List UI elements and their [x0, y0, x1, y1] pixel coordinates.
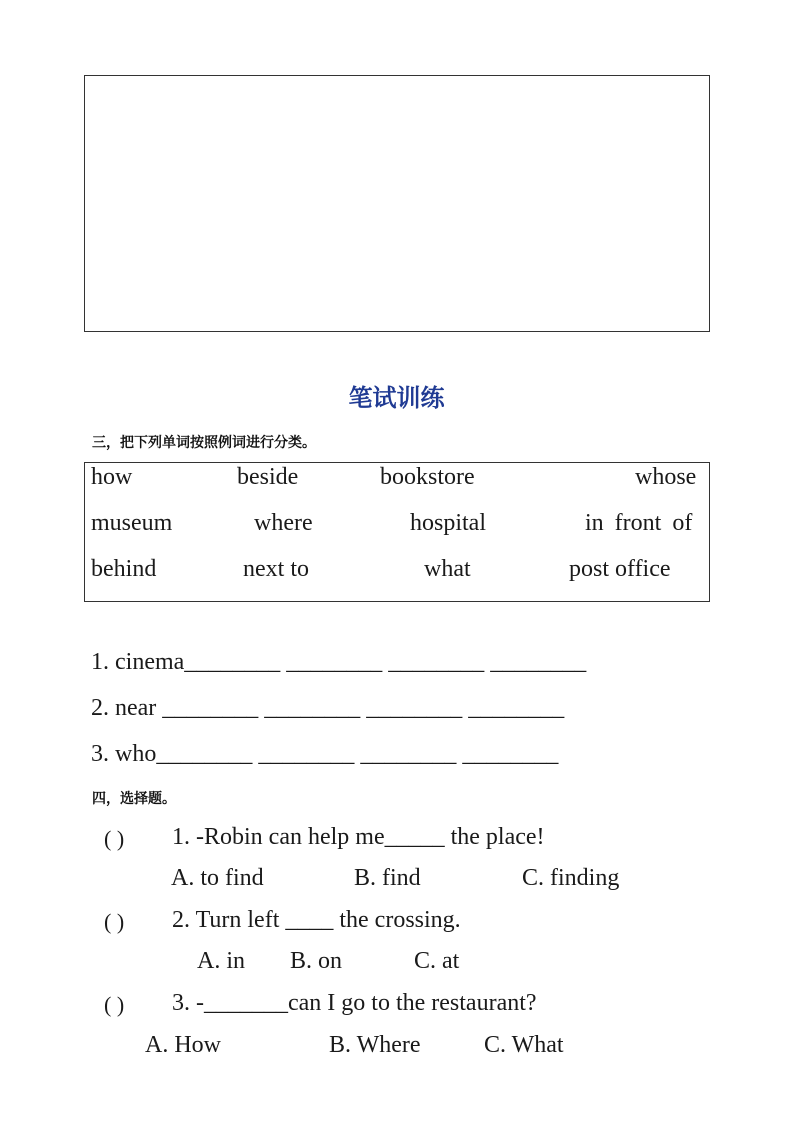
question-3-text: 3. -_______can I go to the restaurant?	[172, 990, 537, 1016]
answer-paren-1[interactable]: ( )	[104, 826, 125, 851]
answer-paren-3[interactable]: ( )	[104, 992, 125, 1017]
word-bank-item: whose	[635, 464, 697, 490]
question-1-option-c: C. finding	[522, 865, 620, 891]
word-bank-item: behind	[91, 556, 157, 582]
word-bank-item: bookstore	[380, 464, 475, 490]
question-2-option-a: A. in	[197, 948, 245, 974]
word-bank-item: where	[254, 510, 313, 536]
section4-heading: 四，选择题。	[92, 791, 176, 807]
question-2-option-c: C. at	[414, 948, 460, 974]
section-title: 笔试训练	[348, 383, 445, 412]
word-bank-item: what	[424, 556, 471, 582]
question-2-text: 2. Turn left ____ the crossing.	[172, 907, 461, 933]
section3-heading: 三，把下列单词按照例词进行分类。	[92, 435, 316, 451]
answer-paren-2[interactable]: ( )	[104, 909, 125, 934]
word-bank-item: how	[91, 464, 133, 490]
question-1-option-b: B. find	[354, 865, 421, 891]
word-bank-item: museum	[91, 510, 173, 536]
classify-line-3[interactable]: 3. who________ ________ ________ ________	[91, 741, 559, 767]
classify-line-2[interactable]: 2. near ________ ________ ________ ________	[91, 695, 565, 721]
question-3-option-c: C. What	[484, 1032, 564, 1058]
word-bank-item: in front of	[585, 510, 693, 536]
question-3-option-a: A. How	[145, 1032, 221, 1058]
word-bank-item: post office	[569, 556, 671, 582]
word-bank-item: next to	[243, 556, 309, 582]
question-3-option-b: B. Where	[329, 1032, 421, 1058]
word-bank-item: beside	[237, 464, 299, 490]
word-bank-item: hospital	[410, 510, 486, 536]
question-1-text: 1. -Robin can help me_____ the place!	[172, 824, 545, 850]
question-1-option-a: A. to find	[171, 865, 264, 891]
question-2-option-b: B. on	[290, 948, 343, 974]
blank-answer-box	[84, 75, 710, 332]
classify-line-1[interactable]: 1. cinema________ ________ ________ ________	[91, 649, 587, 675]
